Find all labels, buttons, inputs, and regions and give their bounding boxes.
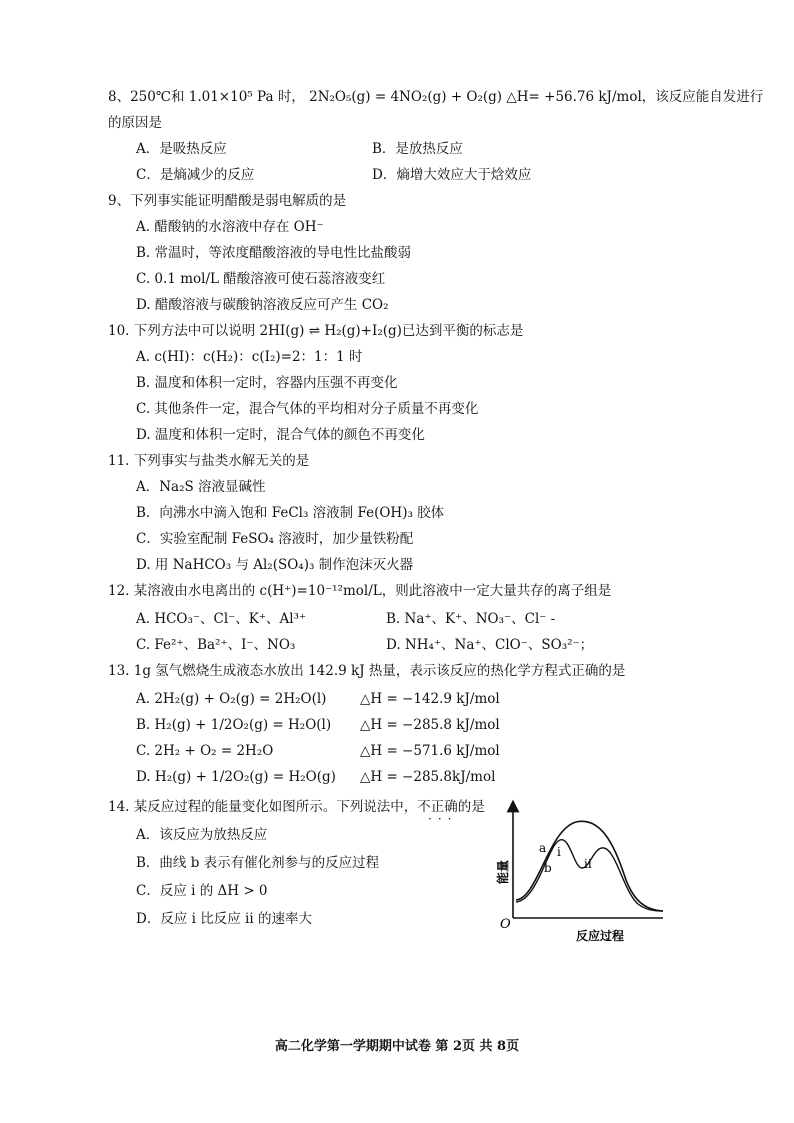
q13-option-c-enthalpy: △H = −571.6 kJ/mol [360,743,500,759]
energy-diagram-svg [498,800,668,950]
q13-option-b-equation: B. H₂(g) + 1/2O₂(g) = H₂O(l) [136,717,332,733]
q12-stem: 12. 某溶液由水电离出的 c(H⁺)=10⁻¹²mol/L，则此溶液中一定大量共存的离子组是 [108,583,612,599]
q13-stem: 13. 1g 氢气燃烧生成液态水放出 142.9 kJ 热量，表示该反应的热化学方程式正确的是 [108,663,626,679]
q9-stem: 9、下列事实能证明醋酸是弱电解质的是 [108,193,347,209]
q10-option-c: C. 其他条件一定，混合气体的平均相对分子质量不再变化 [136,401,479,417]
origin-label: O [500,917,511,932]
q9-option-a: A. 醋酸钠的水溶液中存在 OH⁻ [136,219,324,235]
q8-stem-line2: 的原因是 [108,115,162,131]
q14-option-b: B．曲线 b 表示有催化剂参与的反应过程 [136,855,380,871]
q11-option-a: A．Na₂S 溶液显碱性 [136,479,266,495]
q10-option-b: B. 温度和体积一定时，容器内压强不再变化 [136,375,398,391]
q8-option-b: B．是放热反应 [372,141,463,157]
q14-option-d: D．反应 i 比反应 ii 的速率大 [136,911,312,927]
q14-stem: 14. 某反应过程的能量变化如图所示。下列说法中，不正确的是 [108,799,485,815]
q10-stem: 10. 下列方法中可以说明 2HI(g) ⇌ H₂(g)+I₂(g)已达到平衡的标志是 [108,323,524,339]
q12-option-d: D. NH₄⁺、Na⁺、ClO⁻、SO₃²⁻； [386,637,594,653]
q8-option-a: A．是吸热反应 [136,141,227,157]
q12-option-a: A. HCO₃⁻、Cl⁻、K⁺、Al³⁺ [136,611,307,627]
q13-option-c-equation: C. 2H₂ + O₂ = 2H₂O [136,743,274,759]
q9-option-c: C. 0.1 mol/L 醋酸溶液可使石蕊溶液变红 [136,271,386,287]
q11-option-d: D. 用 NaHCO₃ 与 Al₂(SO₄)₃ 制作泡沫灭火器 [136,557,414,573]
label-i: i [557,845,561,859]
q13-option-a-enthalpy: △H = −142.9 kJ/mol [360,691,500,707]
label-b: b [544,861,552,875]
label-a: a [539,841,547,855]
q13-option-d-enthalpy: △H = −285.8kJ/mol [360,769,496,785]
q9-option-d: D. 醋酸溶液与碳酸钠溶液反应可产生 CO₂ [136,297,389,313]
energy-diagram [498,800,668,950]
q14-emphasis-dots: ··· [428,812,458,826]
q9-option-b: B. 常温时，等浓度醋酸溶液的导电性比盐酸弱 [136,245,412,261]
q8-option-c: C．是熵减少的反应 [136,167,255,183]
q11-option-c: C．实验室配制 FeSO₄ 溶液时，加少量铁粉配 [136,531,414,547]
q11-stem: 11. 下列事实与盐类水解无关的是 [108,453,310,469]
q8-stem-line1: 8、250℃和 1.01×10⁵ Pa 时， 2N₂O₅(g) = 4NO₂(g) + O₂(g) △H= +56.76 kJ/mol，该反应能自发进行 [108,89,764,105]
x-axis-label: 反应过程 [576,929,625,943]
q8-option-d: D．熵增大效应大于焓效应 [372,167,532,183]
q14-option-a: A．该反应为放热反应 [136,827,268,843]
q12-option-b: B. Na⁺、K⁺、NO₃⁻、Cl⁻ - [386,611,556,627]
page-footer: 高二化学第一学期期中试卷 第 2页 共 8页 [274,1039,520,1054]
q10-option-a: A. c(HI)：c(H₂)：c(I₂)=2：1：1 时 [136,349,363,365]
q11-option-b: B．向沸水中滴入饱和 FeCl₃ 溶液制 Fe(OH)₃ 胶体 [136,505,445,521]
q14-option-c: C．反应 i 的 ΔH > 0 [136,883,268,899]
y-axis-label: 能量 [496,859,510,885]
q10-option-d: D. 温度和体积一定时，混合气体的颜色不再变化 [136,427,425,443]
q13-option-a-equation: A. 2H₂(g) + O₂(g) = 2H₂O(l) [136,691,327,707]
label-ii: ii [584,857,592,871]
q13-option-d-equation: D. H₂(g) + 1/2O₂(g) = H₂O(g) [136,769,336,785]
q13-option-b-enthalpy: △H = −285.8 kJ/mol [360,717,500,733]
q12-option-c: C. Fe²⁺、Ba²⁺、I⁻、NO₃ [136,637,296,653]
